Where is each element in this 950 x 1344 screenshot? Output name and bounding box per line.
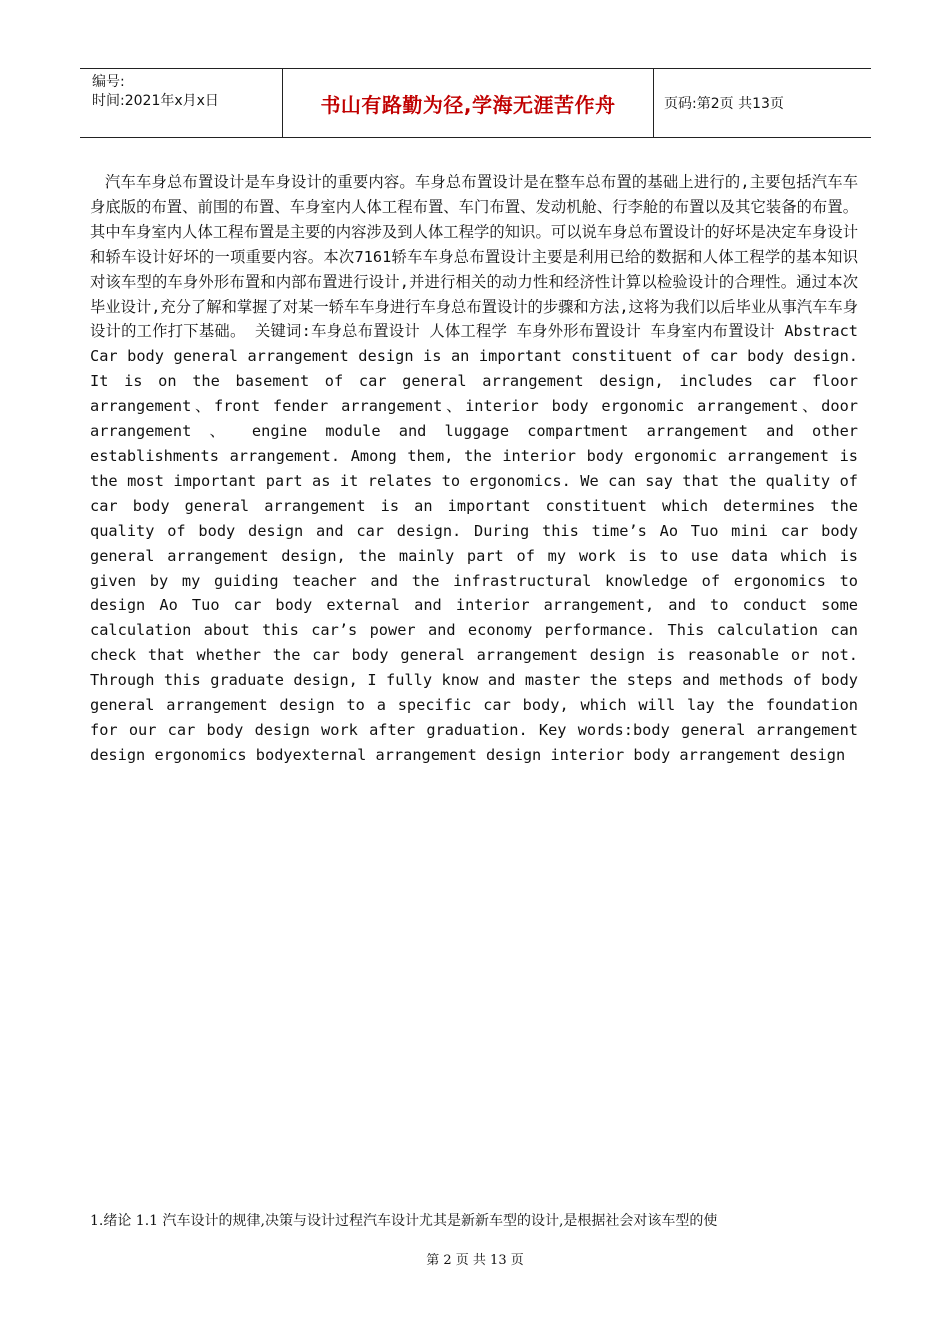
header-motto: 书山有路勤为径,学海无涯苦作舟	[282, 69, 654, 137]
section-intro-line: 1.绪论 1.1 汽车设计的规律,决策与设计过程汽车设计尤其是新新车型的设计,是根据社会对该车型的使	[90, 1213, 718, 1229]
page-footer: 第 2 页 共 13 页	[426, 1253, 524, 1268]
header-meta	[80, 69, 282, 137]
date-label: 时间:2021年x月x日	[92, 93, 219, 109]
abstract-paragraph: 汽车车身总布置设计是车身设计的重要内容。车身总布置设计是在整车总布置的基础上进行的,主要包括汽车车身底版的布置、前围的布置、车身室内人体工程布置、车门布置、发动机舱、行李舱的布置以及其它装备的布置。其中车身室内人体工程布置是主要的内容涉及到人体工程学的知识。可以说车身总布置设计的好坏是决定车身设计和轿车设计好坏的一项重要内容。本次7161轿车车身总布置设计主要是利用已给的数据和人体工程学的基本知识对该车型的车身外形布置和内部布置进行设计,并进行相关的动力性和经济性计算以检验设计的合理性。通过本次毕业设计,充分了解和掌握了对某一轿车车身进行车身总布置设计的步骤和方法,这将为我们以后毕业从事汽车车身设计的工作打下基础。 关键词:车身总布置设计 人体工程学 车身外形布置设计 车身室内布置设计 Abstract Car body general arrangement design is an important constituent of car body design. It is on the basement of car general arrangement design, includes car floor arrangement、front fender arrangement、interior body ergonomic arrangement、door arrangement 、 engine module and luggage compartment arrangement and other establishments arrangement. Among them, the interior body ergonomic arrangement is the most important part as it relates to ergonomics. We can say that the quality of car body general arrangement is an important constituent which determines the quality of body design and car design. During this time’s Ao Tuo mini car body general arrangement design, the mainly part of my work is to use data which is given by my guiding teacher and the infrastructural knowledge of ergonomics to design Ao Tuo car body external and interior arrangement, and to conduct some calculation about this car’s power and economy performance. This calculation can check that whether the car body general arrangement design is reasonable or not. Through this graduate design, I fully know and master the steps and methods of body general arrangement design to a specific car body, which will lay the foundation for our car body design work after graduation. Key words:body general arrangement design ergonomics bodyexternal arrangement design interior body arrangement design	[90, 173, 858, 764]
header-page-info: 页码:第2页 共13页	[664, 96, 784, 112]
number-label: 编号:	[92, 74, 125, 90]
page-header	[80, 68, 871, 138]
